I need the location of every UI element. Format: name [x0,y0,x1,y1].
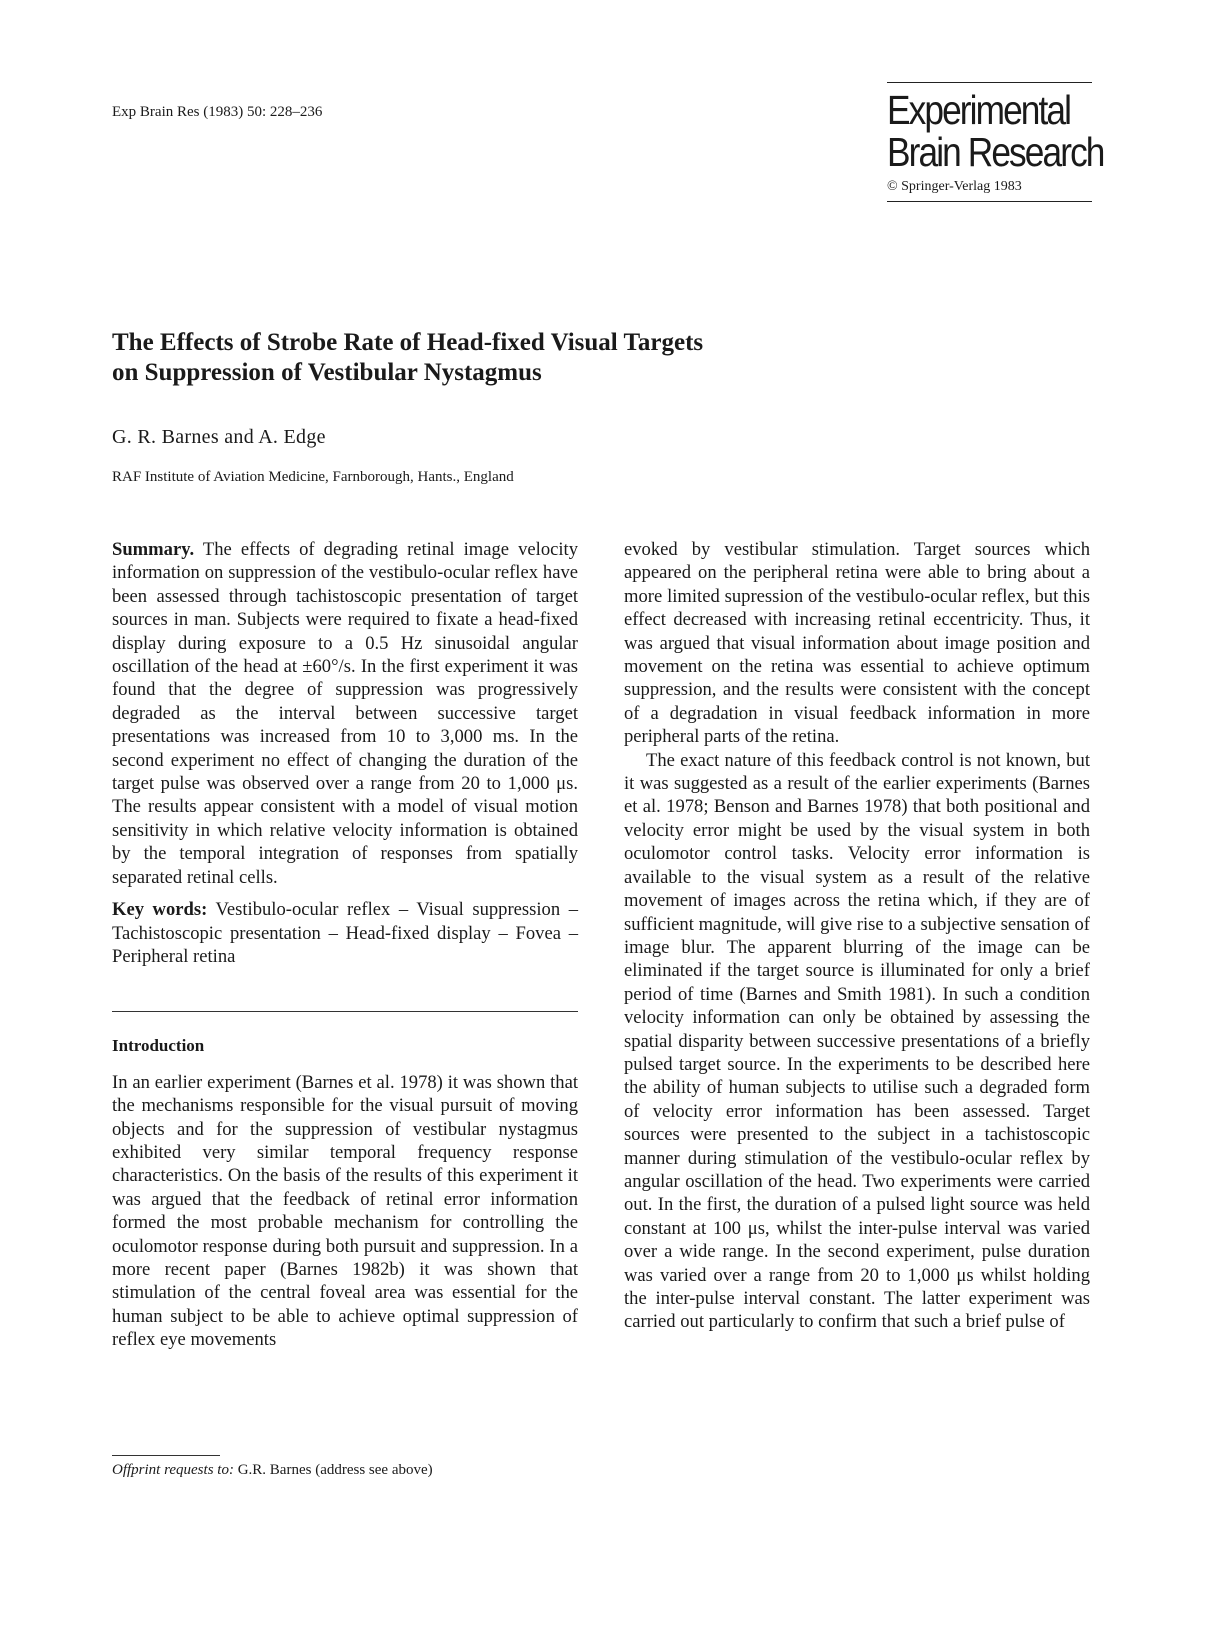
affiliation: RAF Institute of Aviation Medicine, Farnborough, Hants., England [112,469,514,485]
introduction-paragraph-1: In an earlier experiment (Barnes et al. 1978) it was shown that the mechanisms responsible for the visual pursuit of moving objects and for the suppression of vestibular nystagmus exhibited very similar temporal frequency response characteristics. On the basis of the results of this experiment it was argued that the feedback of retinal error information formed the most probable mechanism for controlling the oculomotor response during both pursuit and suppression. In a more recent paper (Barnes 1982b) it was shown that stimulation of the central foveal area was essential for the human subject to be able to achieve optimal suppression of reflex eye movements [112,1071,578,1351]
title-line-1: The Effects of Strobe Rate of Head-fixed Visual Targets [112,329,704,356]
footnote-rule [112,1455,220,1456]
journal-name-line1: Experimental [887,87,1071,133]
summary-label: Summary. [112,539,195,560]
journal-logo [887,82,1104,202]
article-title [112,328,832,388]
copyright-notice: © Springer-Verlag 1983 [887,179,1022,194]
keywords-label: Key words: [112,899,208,921]
introduction-paragraph-2: The exact nature of this feedback control is not known, but it was suggested as a result of the earlier experiments (Barnes et al. 1978; Benson and Barnes 1978) that both positional and velocity error might be used by the visual system in both oculomotor control tasks. Velocity error information is available to the visual system as a result of the relative movement of images across the retina which, if they are of sufficient magnitude, will give rise to a subjective sensation of image blur. The apparent blurring of the image can be eliminated if the target source is illuminated for only a brief period of time (Barnes and Smith 1981). In such a condition velocity information can only be obtained by assessing the spatial disparity between successive presentations of a briefly pulsed target source. In the experiments to be described here the ability of human subjects to utilise such a degraded form of velocity error information has been assessed. Target sources were presented to the subject in a tachistoscopic manner during stimulation of the vestibulo-ocular reflex by angular oscillation of the head. Two experiments were carried out. In the first, the duration of a pulsed light source was held constant at 100 μs, whilst the inter-pulse interval was varied over a wide range. In the second experiment, pulse duration was varied over a range from 20 to 1,000 μs whilst holding the inter-pulse interval constant. The latter experiment was carried out particularly to confirm that such a brief pulse of [624,749,1090,1333]
left-column [112,538,578,1352]
summary-text: The effects of degrading retinal image velocity information on suppression of the vestibulo-ocular reflex have been assessed through tachistoscopic presentation of target sources in man. Subjects were required to fixate a head-fixed display during exposure to a 0.5 Hz sinusoidal angular oscillation of the head at ±60°/s. In the first experiment it was found that the degree of suppression was progressively degraded as the interval between successive target presentations was increased from 10 to 3,000 ms. In the second experiment no effect of changing the duration of the target pulse was observed over a range from 20 to 1,000 μs. The results appear consistent with a model of visual motion sensitivity in which relative velocity information is obtained by the temporal integration of responses from spatially separated retinal cells. [112,539,578,888]
keywords-text: Vestibulo-ocular reflex – Visual suppression – Tachistoscopic presentation – Head-fixed display – Fovea – Peripheral retina [112,899,578,967]
title-line-2: on Suppression of Vestibular Nystagmus [112,359,542,386]
keywords-paragraph [112,898,578,968]
footnote-label: Offprint requests to: [112,1462,234,1478]
logo-top-rule [887,82,1092,83]
summary-paragraph [112,538,578,889]
right-column [624,538,1090,1334]
introduction-heading: Introduction [112,1036,205,1056]
footnote [112,1462,433,1479]
footnote-text: G.R. Barnes (address see above) [237,1462,433,1478]
journal-citation: Exp Brain Res (1983) 50: 228–236 [112,104,323,120]
journal-name-line2: Brain Research [887,129,1104,175]
introduction-paragraph-1-continued: evoked by vestibular stimulation. Target sources which appeared on the peripheral retina were able to bring about a more limited supression of the vestibulo-ocular reflex, but this effect decreased with increasing retinal eccentricity. Thus, it was argued that visual information about image position and movement on the retina was essential to achieve optimum suppression, and the results were consistent with the concept of a degradation in visual feedback information in more peripheral parts of the retina. [624,539,1090,748]
logo-bottom-rule [887,201,1092,202]
authors: G. R. Barnes and A. Edge [112,426,326,448]
section-divider [112,1011,578,1012]
